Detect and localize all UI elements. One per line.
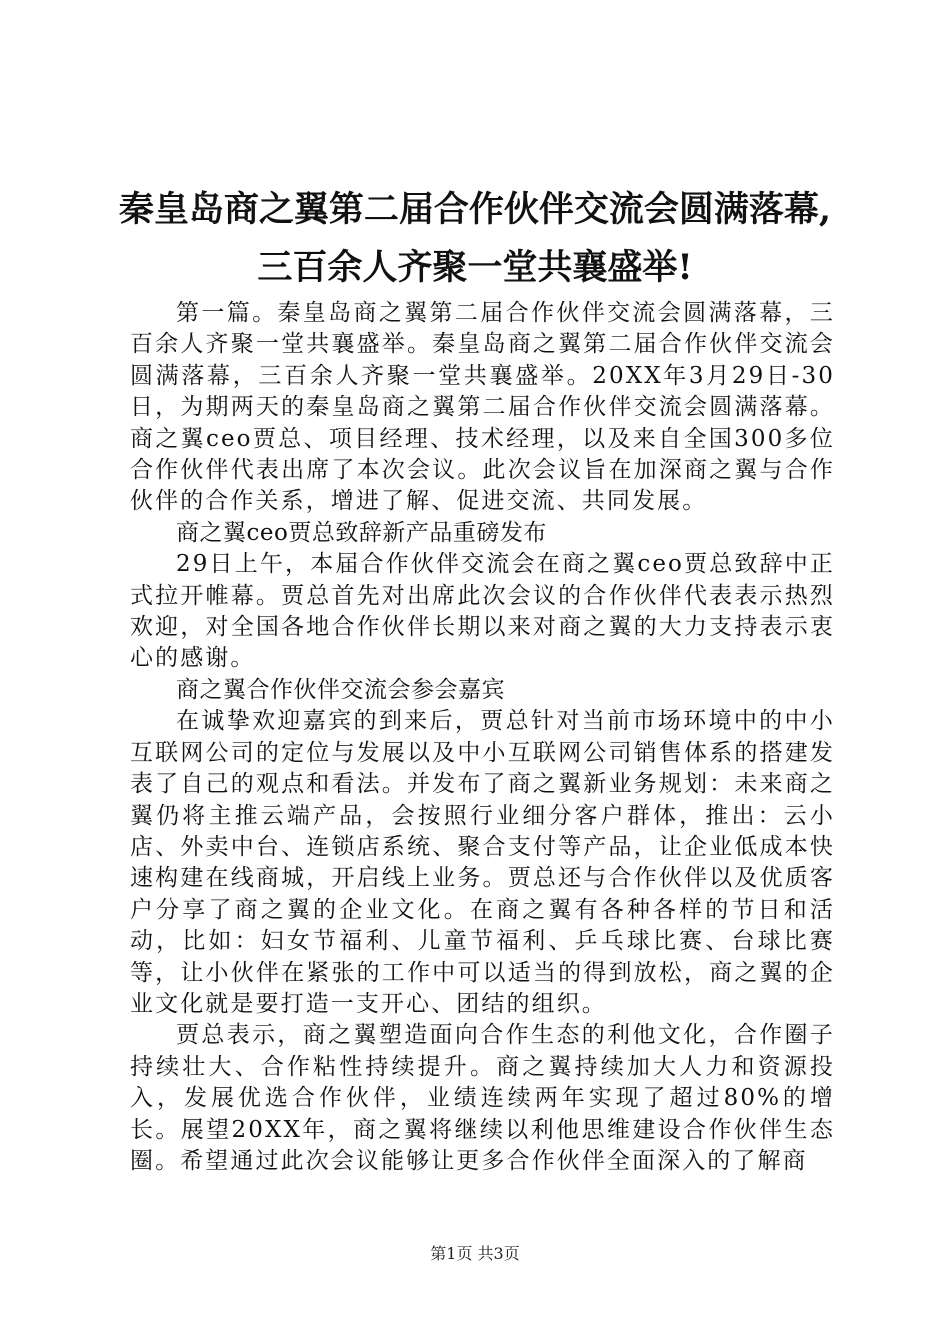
paragraph-opening: 29日上午，本届合作伙伴交流会在商之翼ceo贾总致辞中正式拉开帷幕。贾总首先对出席此次会议的合作伙伴代表表示热烈欢迎，对全国各地合作伙伴长期以来对商之翼的大力支持表示衷心的感谢。: [130, 551, 835, 672]
paragraph-business-plan: 在诚挚欢迎嘉宾的到来后，贾总针对当前市场环境中的中小互联网公司的定位与发展以及中小互联网公司销售体系的搭建发表了自己的观点和看法。并发布了商之翼新业务规划：未来商之翼仍将主推云端产品，会按照行业细分客户群体，推出：云小店、外卖中台、连锁店系统、聚合支付等产品，让企业低成本快速构建在线商城，开启线上业务。贾总还与合作伙伴以及优质客户分享了商之翼的企业文化。在商之翼有各种各样的节日和活动，比如：妇女节福利、儿童节福利、乒乓球比赛、台球比赛等，让小伙伴在紧张的工作中可以适当的得到放松，商之翼的企业文化就是要打造一支开心、团结的组织。: [130, 708, 835, 1017]
paragraph-outlook: 贾总表示，商之翼塑造面向合作生态的利他文化，合作圈子持续壮大、合作粘性持续提升。商之翼持续加大人力和资源投入，发展优选合作伙伴，业绩连续两年实现了超过80%的增长。展望20XX年，商之翼将继续以利他思维建设合作伙伴生态圈。希望通过此次会议能够让更多合作伙伴全面深入的了解商: [130, 1022, 835, 1174]
paragraph-intro: 第一篇。秦皇岛商之翼第二届合作伙伴交流会圆满落幕，三百余人齐聚一堂共襄盛举。秦皇岛商之翼第二届合作伙伴交流会圆满落幕，三百余人齐聚一堂共襄盛举。20XX年3月29日-30日，为期两天的秦皇岛商之翼第二届合作伙伴交流会圆满落幕。商之翼ceo贾总、项目经理、技术经理，以及来自全国300多位合作伙伴代表出席了本次会议。此次会议旨在加深商之翼与合作伙伴的合作关系，增进了解、促进交流、共同发展。: [130, 300, 835, 515]
page-number-footer: 第1页 共3页: [430, 1244, 520, 1263]
subheading-ceo-speech: 商之翼ceo贾总致辞新产品重磅发布: [176, 519, 547, 546]
document-body: [130, 298, 835, 1177]
document-title-line-1: 秦皇岛商之翼第二届合作伙伴交流会圆满落幕,: [118, 189, 832, 230]
document-title-line-2: 三百余人齐聚一堂共襄盛举!: [257, 247, 693, 288]
subheading-guests: 商之翼合作伙伴交流会参会嘉宾: [176, 676, 505, 703]
